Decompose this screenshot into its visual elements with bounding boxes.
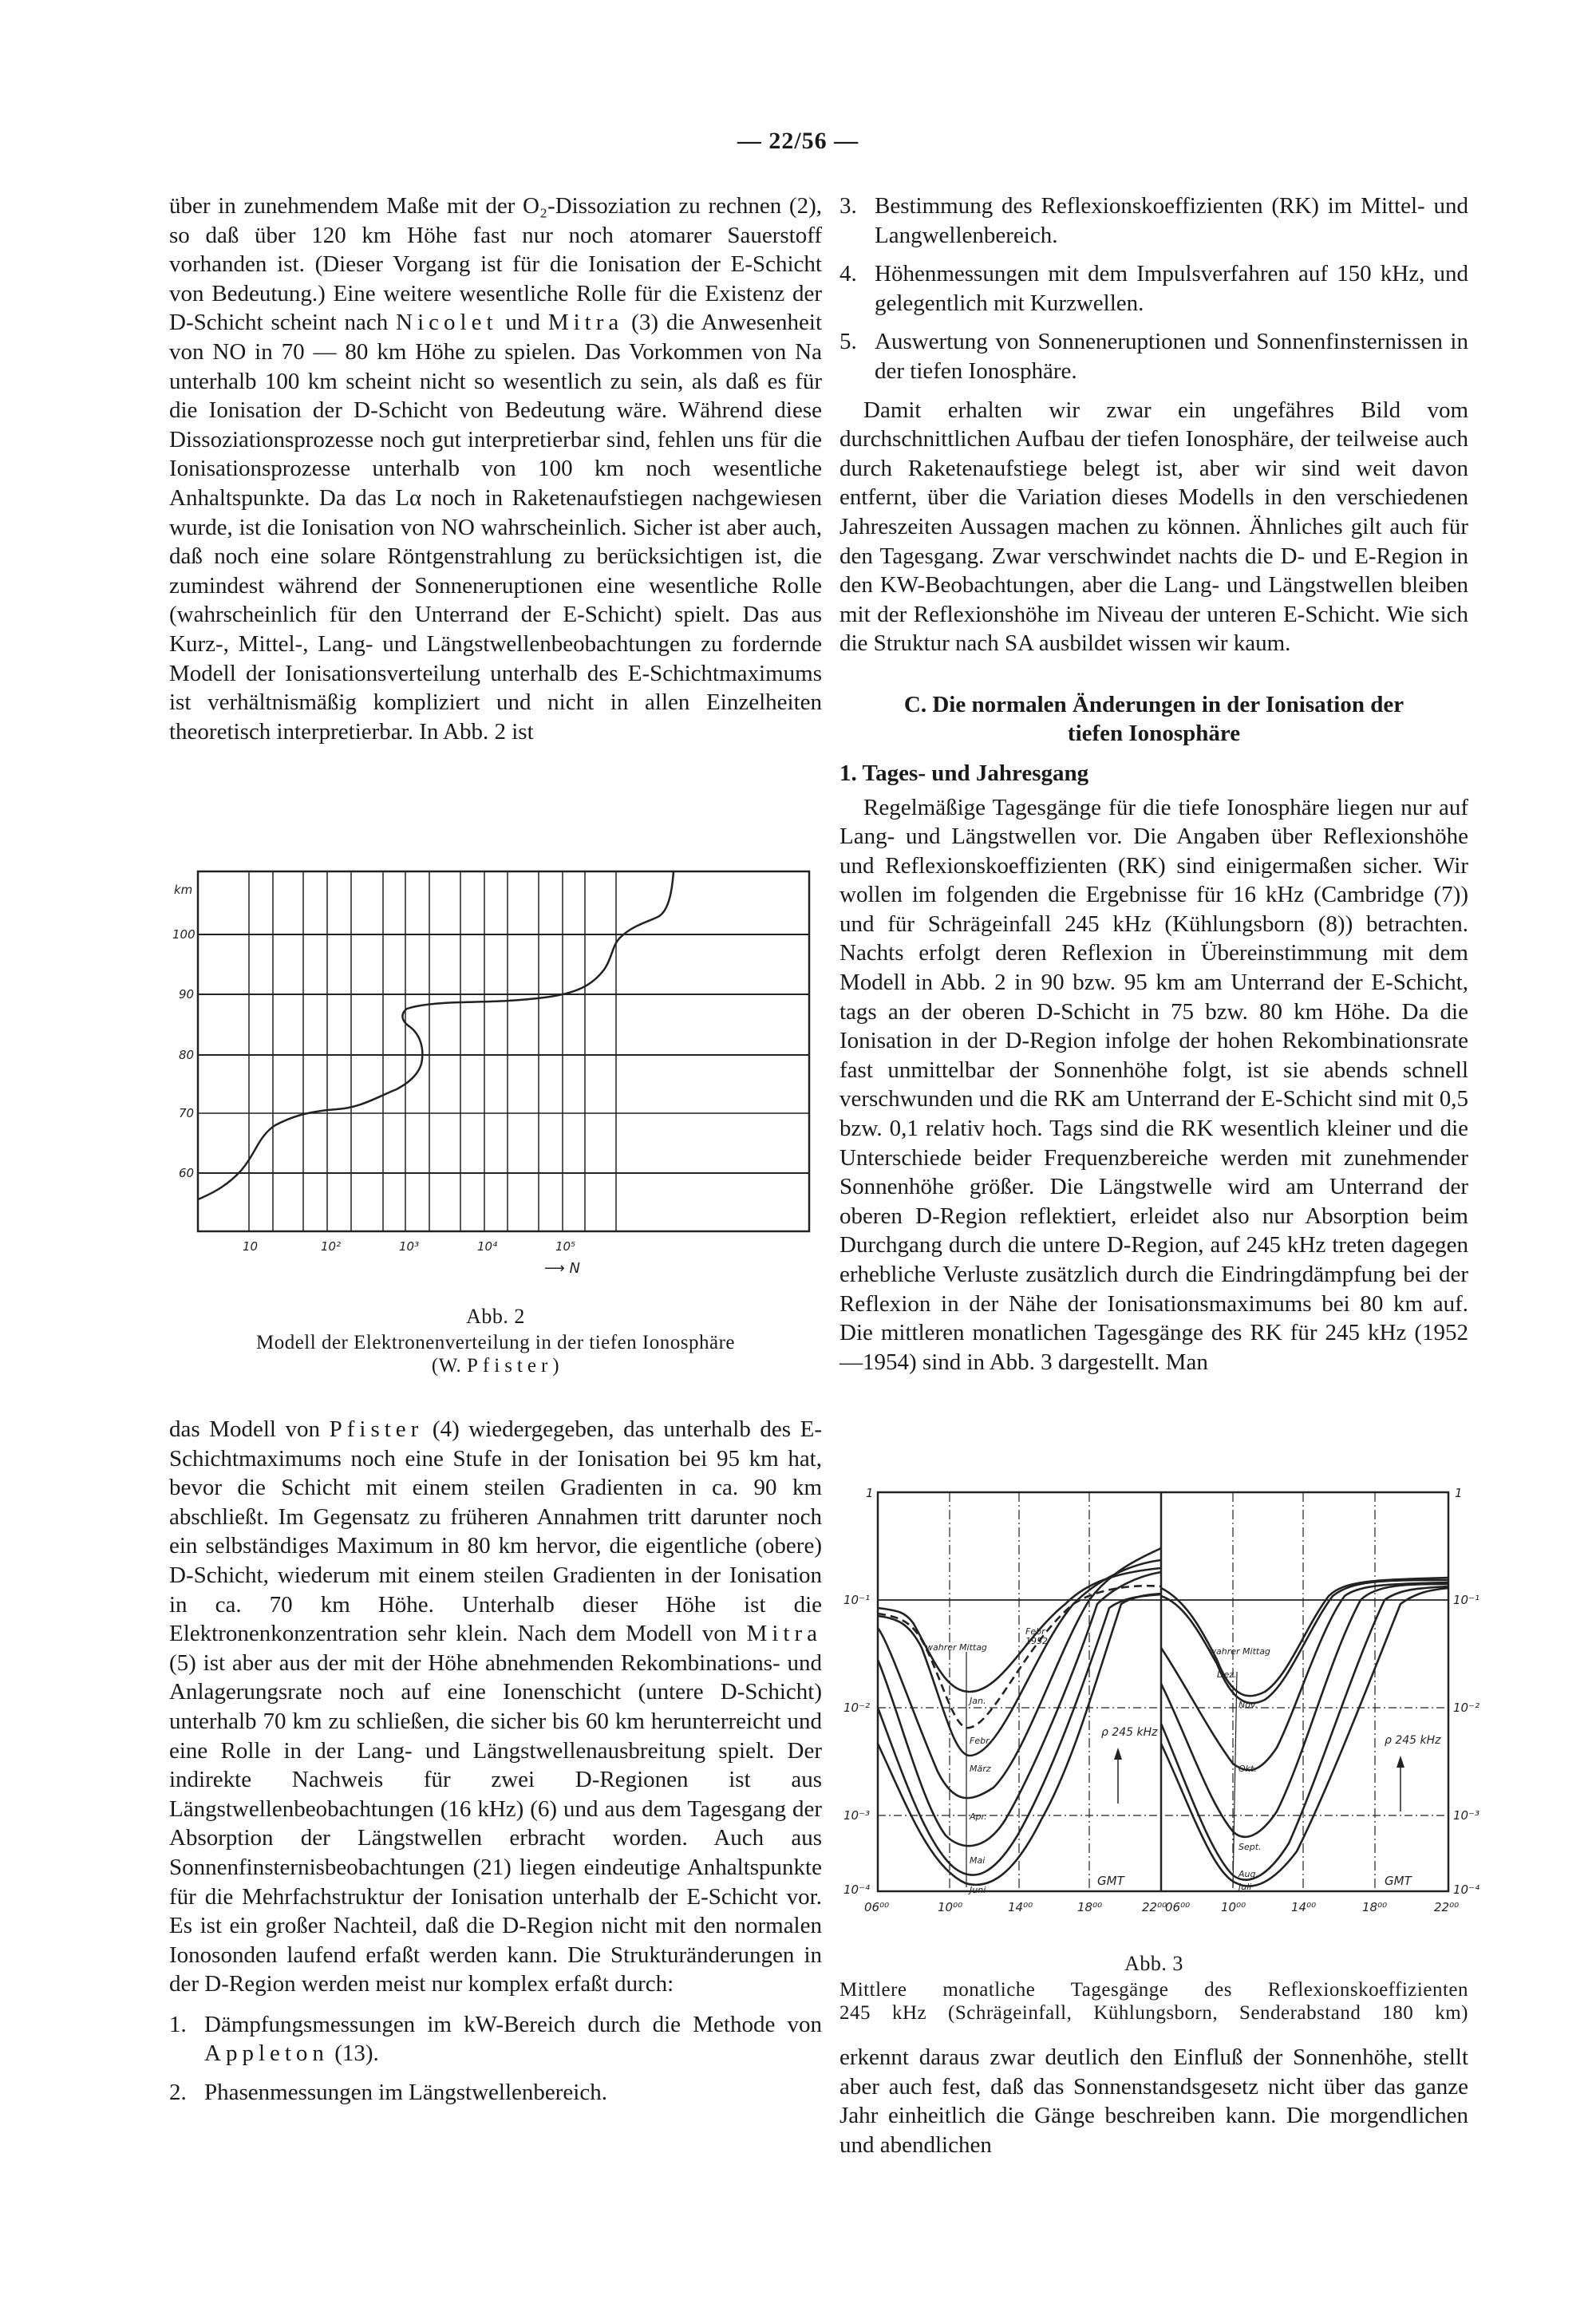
y-tick-1e-4-right: 10⁻⁴: [1453, 1882, 1480, 1897]
svg-text:18⁰⁰: 18⁰⁰: [1362, 1900, 1388, 1914]
paragraph-right-2: Regelmäßige Tagesgänge für die tiefe Ionosphäre liegen nur auf Lang- und Längstwellen vor. Die Angaben über Reflexionshöhe und Reflexionskoeffizienten (RK) sind einigermaßen sicher. Wir wollen im folgenden die Ergebnisse für 16 kHz (Cambridge (7)) und für Schrägeinfall 245 kHz (Kühlungsborn (8)) betrachten. Nachts erfolgt deren Reflexion in Übereinstimmung mit dem Modell in Abb. 2 in 90 bzw. 95 km am Unterrand der E-Schicht, tags an der oberen D-Schicht in 75 bzw. 80 km Höhe. Da die Ionisation in der D-Region infolge der hohen Rekombinationsrate fast unmittelbar der Sonnenhöhe folgt, ist sie abends schnell verschwunden und die RK am Unterrand der E-Schicht sind mit 0,5 bzw. 0,1 relativ hoch. Tags sind die RK wesentlich kleiner und die Unterschiede beider Frequenzbereiche werden mit zunehmender Sonnenhöhe größer. Die Längstwelle wird am Unterrand der oberen D-Region reflektiert, erleidet also nur Absorption beim Durchgang durch die untere D-Region, auf 245 kHz treten dagegen erhebliche Verluste zusätzlich durch die Eindringdämpfung bei der Reflexion in der Nähe der Ionisationsmaximums bei 80 km auf. Die mittleren monatlichen Tagesgänge des RK für 245 kHz (1952—1954) sind in Abb. 3 dargestellt. Man: [839, 794, 1468, 1375]
svg-text:Jan.: Jan.: [970, 1696, 986, 1706]
figure-2-label: Abb. 2: [466, 1305, 525, 1328]
figure-3-caption: [839, 1952, 1468, 2025]
list-item: 5. Auswertung von Sonneneruptionen und Sonnenfinsternissen in der tiefen Ionosphäre.: [839, 329, 1468, 384]
svg-text:Sept.: Sept.: [1238, 1842, 1262, 1852]
svg-text:Dez.: Dez.: [1217, 1669, 1237, 1680]
figure-3: [834, 1468, 1480, 1955]
svg-text:Mai: Mai: [970, 1855, 986, 1866]
gmt-label-right: GMT: [1385, 1874, 1412, 1888]
y-tick-1e-2-left: 10⁻²: [843, 1701, 871, 1715]
y-tick-1e-3-left: 10⁻³: [843, 1808, 871, 1823]
y-tick-60: 60: [179, 1166, 195, 1180]
x-tick-10: 10: [243, 1239, 259, 1254]
paragraph-left-1: über in zunehmendem Maße mit der O₂-Dissoziation zu rechnen (2), so daß über 120 km Höhe fast nur noch atomarer Sauerstoff vorhanden ist. (Dieser Vorgang ist für die Ionisation der E-Schicht von Bedeutung.) Eine weitere wesentliche Rolle für die Existenz der D-Schicht scheint nach Nicolet und Mitra (3) die Anwesenheit von NO in 70 — 80 km Höhe zu spielen. Das Vorkommen von Na unterhalb 100 km scheint nicht so wesentlich zu sein, als daß es für die Ionisation der D-Schicht von Bedeutung wäre. Während diese Dissoziationsprozesse noch gut interpretierbar sind, fehlen uns für die Ionisationsprozesse unterhalb von 100 km noch wesentliche Anhaltspunkte. Da das Lα noch in Raketenaufstiegen nachgewiesen wurde, ist die Ionisation von NO wahrscheinlich. Sicher ist aber auch, daß noch eine solare Röntgenstrahlung zu berücksichtigen ist, die zumindest während der Sonneneruptionen eine wesentliche Rolle (wahrscheinlich für den Unterrand der E-Schicht) spielt. Das aus Kurz-, Mittel-, Lang- und Längstwellenbeobachtungen zu fordernde Modell der Ionisationsverteilung unterhalb des E-Schichtmaximums ist verhältnismäßig kompliziert und nicht in allen Einzelheiten theoretisch interpretierbar. In Abb. 2 ist: [169, 193, 822, 745]
method-list-right: [839, 192, 1468, 386]
y-tick-70: 70: [179, 1106, 195, 1120]
x-tick-1000: 10³: [399, 1239, 420, 1254]
figure-2: [169, 858, 816, 1337]
svg-text:Juli: Juli: [1238, 1882, 1252, 1892]
svg-text:22⁰⁰: 22⁰⁰: [1142, 1900, 1167, 1914]
svg-text:10⁰⁰: 10⁰⁰: [1221, 1900, 1246, 1914]
paragraph-right-3: erkennt daraus zwar deutlich den Einfluß der Sonnenhöhe, stellt aber auch fest, daß das Sonnenstandsgesetz nicht über das ganze Jahr einheitlich die Gänge beschreiben kann. Die morgendlichen und abendlichen: [839, 2044, 1468, 2158]
paragraph-left-2: das Modell von Pfister (4) wiedergegeben, das unterhalb des E-Schichtmaximums noch eine Stufe in der Ionisation bei 95 km hat, bevor die Schicht mit einem steilen Gradienten in ca. 90 km abschließt. Im Gegensatz zu früheren Annahmen tritt darunter noch ein selbständiges Maximum in 80 km hervor, die eigentliche (obere) D-Schicht, wiederum mit einem steilen Gradienten in der Ionisation in ca. 70 km Höhe. Unterhalb dieser Höhe ist die Elektronenkonzentration sehr klein. Nach dem Modell von Mitra (5) ist aber aus der mit der Höhe abnehmenden Rekombinations- und Anlagerungsrate noch auf eine Ionenschicht (untere D-Schicht) unterhalb 70 km zu schließen, die sicher bis 60 km herunterreicht und eine Rolle in der Lang- und Längstwellenausbreitung spielt. Der indirekte Nachweis für zwei D-Regionen ist aus Längstwellenbeobachtungen (16 kHz) (6) und aus dem Tagesgang der Absorption der Längstwellen erbracht worden. Auch aus Sonnenfinsternisbeobachtungen (21) liegen eindeutige Anhaltspunkte für die Mehrfachstruktur der Ionisation unterhalb der E-Schicht vor. Es ist ein großer Nachteil, daß die D-Region nicht mit den normalen Ionosonden laufend erfaßt werden kann. Die Strukturänderungen in der D-Region werden meist nur komplex erfaßt durch:: [169, 1416, 822, 1997]
figure-3-caption-line1: Mittlere monatliche Tagesgänge des Reflexionskoeffizienten: [839, 1979, 1468, 2001]
svg-text:18⁰⁰: 18⁰⁰: [1077, 1900, 1103, 1914]
figure-2-caption-line2: (W. Pfister): [431, 1355, 560, 1377]
left-column-lower: [169, 1415, 822, 2117]
svg-text:Okt.: Okt.: [1238, 1764, 1257, 1774]
rho-label-left: ρ 245 kHz: [1101, 1726, 1158, 1739]
page-number: — 22/56 —: [737, 128, 859, 154]
figure-2-caption-line1: Modell der Elektronenverteilung in der tiefen Ionosphäre: [255, 1332, 736, 1353]
x-tick-10000: 10⁴: [477, 1239, 498, 1254]
list-item: 3. Bestimmung des Reflexionskoeffizienten (RK) im Mittel- und Langwellenbereich.: [839, 193, 1468, 248]
y-axis-unit: km: [174, 883, 193, 897]
list-item: 1. Dämpfungsmessungen im kW-Bereich durch die Methode von Appleton (13).: [169, 2011, 822, 2067]
x-tick-100: 10²: [321, 1239, 342, 1254]
svg-text:März: März: [970, 1764, 991, 1774]
y-tick-1e-1-left: 10⁻¹: [843, 1593, 871, 1607]
author-name: Mitra: [746, 1621, 822, 1647]
y-tick-1-right: 1: [1455, 1486, 1463, 1500]
svg-text:Aug.: Aug.: [1238, 1869, 1258, 1879]
svg-text:22⁰⁰: 22⁰⁰: [1434, 1900, 1460, 1914]
right-column: [839, 192, 1468, 1377]
svg-text:06⁰⁰: 06⁰⁰: [864, 1900, 890, 1914]
author-name: Mitra: [547, 310, 624, 336]
y-tick-100: 100: [172, 927, 196, 942]
rho-label-right: ρ 245 kHz: [1385, 1734, 1441, 1747]
svg-text:14⁰⁰: 14⁰⁰: [1008, 1900, 1033, 1914]
svg-text:14⁰⁰: 14⁰⁰: [1291, 1900, 1317, 1914]
y-tick-90: 90: [179, 987, 195, 1001]
list-item: 2. Phasenmessungen im Längstwellenbereich.: [169, 2080, 607, 2106]
svg-text:06⁰⁰: 06⁰⁰: [1165, 1900, 1191, 1914]
x-tick-100000: 10⁵: [555, 1239, 576, 1254]
paragraph-right-1: Damit erhalten wir zwar ein ungefähres Bild vom durchschnittlichen Aufbau der tiefen Ionosphäre, der teilweise auch durch Raketenaufstiege belegt ist, aber wir sind weit davon entfernt, über die Variation dieses Modells in den verschiedenen Jahreszeiten Aussagen machen zu können. Ähnliches gilt auch für den Tagesgang. Zwar verschwindet nachts die D- und E-Region in den KW-Beobachtungen, aber die Lang- und Längstwellen bleiben mit der Reflexionshöhe im Niveau der unteren E-Schicht. Wie sich die Struktur nach SA ausbildet wissen wir kaum.: [839, 397, 1468, 657]
x-axis-label: ⟶ N: [544, 1260, 580, 1277]
y-tick-80: 80: [179, 1048, 195, 1062]
left-column: [169, 192, 822, 746]
y-tick-1e-1-right: 10⁻¹: [1453, 1593, 1480, 1607]
svg-text:Febr.: Febr.: [970, 1736, 992, 1746]
svg-text:10⁰⁰: 10⁰⁰: [938, 1900, 963, 1914]
y-tick-1-left: 1: [866, 1486, 874, 1500]
method-list-left: [169, 2010, 822, 2108]
sub-heading: 1. Tages- und Jahresgang: [839, 760, 1089, 786]
svg-text:Juni: Juni: [970, 1885, 986, 1895]
svg-text:Nov.: Nov.: [1238, 1700, 1258, 1710]
author-name: Pfister: [329, 1416, 424, 1442]
svg-text:Apr.: Apr.: [970, 1811, 987, 1822]
author-name: Nicolet: [396, 310, 498, 336]
y-tick-1e-3-right: 10⁻³: [1453, 1808, 1480, 1823]
figure-3-caption-line2: 245 kHz (Schrägeinfall, Kühlungsborn, Senderabstand 180 km): [839, 2002, 1468, 2024]
svg-text:wahrer Mittag: wahrer Mittag: [926, 1642, 987, 1653]
section-heading: C. Die normalen Änderungen in der Ionisation der tiefen Ionosphäre: [903, 691, 1404, 746]
figure-2-caption: [169, 1305, 822, 1377]
right-column-lower: [839, 2043, 1468, 2159]
svg-text:Febr: Febr: [1025, 1626, 1045, 1637]
y-tick-1e-2-right: 10⁻²: [1453, 1701, 1480, 1715]
figure-3-label: Abb. 3: [1124, 1952, 1183, 1975]
figure-3-chart: [834, 1468, 1480, 1955]
list-item: 4. Höhenmessungen mit dem Impulsverfahren auf 150 kHz, und gelegentlich mit Kurzwellen.: [839, 261, 1468, 316]
figure-2-chart: [169, 858, 816, 1337]
gmt-label-left: GMT: [1097, 1874, 1124, 1888]
svg-text:wahrer Mittag: wahrer Mittag: [1209, 1646, 1270, 1657]
y-tick-1e-4-left: 10⁻⁴: [843, 1882, 871, 1897]
svg-text:1952: 1952: [1025, 1636, 1048, 1646]
